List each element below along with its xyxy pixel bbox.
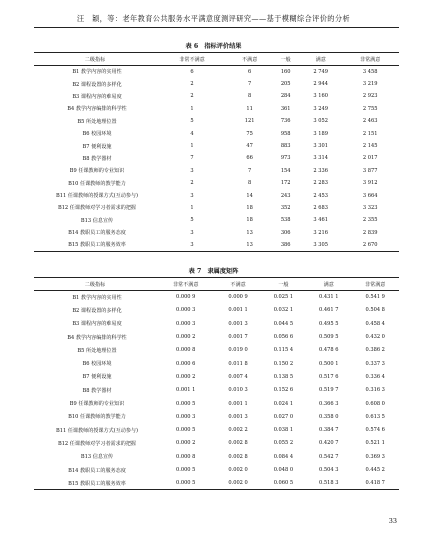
table-cell: 0.000 2 bbox=[175, 334, 196, 341]
table-cell: 0.495 5 bbox=[319, 320, 339, 327]
table-row bbox=[34, 127, 399, 139]
table-cell: 0.574 6 bbox=[365, 427, 385, 434]
table-cell: 0.000 9 bbox=[175, 294, 196, 301]
table-cell: 0.509 5 bbox=[319, 334, 339, 341]
table-cell: 0.369 3 bbox=[365, 453, 385, 460]
table-cell: 2 145 bbox=[362, 143, 378, 150]
table-row bbox=[34, 140, 399, 152]
table-cell: 0.002 0 bbox=[215, 477, 260, 490]
table-cell: 3 458 bbox=[362, 68, 378, 75]
table-row bbox=[34, 304, 399, 317]
table-cell: 7 bbox=[248, 81, 252, 88]
table-cell: 3 bbox=[156, 239, 228, 251]
table-cell: 0.500 1 bbox=[319, 360, 339, 367]
table-cell: 2 bbox=[190, 180, 194, 187]
table-cell: 0.002 8 bbox=[228, 440, 248, 447]
table-cell: 0.504 3 bbox=[319, 467, 339, 473]
table-row bbox=[34, 450, 399, 463]
table-cell: 0.504 8 bbox=[365, 307, 385, 314]
table-cell: 0.056 6 bbox=[273, 334, 294, 341]
table-cell: 0.001 1 bbox=[228, 400, 248, 407]
table-cell: 0.418 7 bbox=[351, 477, 399, 490]
indicator-label: B9 任课教师的专业知识 bbox=[69, 168, 125, 175]
table-row bbox=[34, 397, 399, 410]
table-cell: 883 bbox=[280, 143, 291, 150]
table-cell: 0.010 3 bbox=[228, 387, 248, 394]
running-header: 汪 颖，等：老年教育公共服务水平满意度测评研究——基于模糊综合评价的分析 bbox=[76, 14, 351, 23]
indicator-label: B1 教学内容的实用性 bbox=[72, 69, 122, 76]
table-cell: 13 bbox=[228, 239, 271, 251]
indicator-label: B2 课程设置的多样化 bbox=[72, 81, 122, 88]
indicator-label: B8 教学器材 bbox=[82, 155, 112, 162]
table-cell: 0.025 1 bbox=[273, 294, 294, 301]
table-cell: 0.000 5 bbox=[175, 427, 196, 434]
table-cell: 3 bbox=[190, 229, 194, 236]
table-cell: 66 bbox=[246, 155, 253, 162]
table-row bbox=[34, 214, 399, 226]
table7-membership-matrix bbox=[34, 277, 399, 490]
indicator-label: B13 信息宣传 bbox=[80, 454, 114, 461]
table-cell: 0.002 2 bbox=[228, 427, 248, 434]
table6-column-header: 不满意 bbox=[228, 53, 271, 66]
table-row bbox=[34, 410, 399, 423]
indicator-label: B6 校园环境 bbox=[82, 131, 112, 138]
table-row bbox=[34, 291, 399, 304]
table-cell: 3 249 bbox=[313, 105, 329, 112]
table-cell: 0.519 7 bbox=[319, 387, 339, 394]
header-rule bbox=[34, 27, 399, 28]
table-cell: 306 bbox=[280, 229, 291, 236]
table-cell: 0.001 3 bbox=[228, 413, 248, 420]
table-row bbox=[34, 115, 399, 127]
indicator-label: B10 任课教师的教学能力 bbox=[68, 180, 126, 187]
table-cell: 0.001 1 bbox=[228, 307, 248, 314]
table-row bbox=[34, 227, 399, 239]
table-cell: 2 355 bbox=[362, 217, 378, 224]
table-row bbox=[34, 202, 399, 214]
table7-column-header: 二级指标 bbox=[34, 278, 156, 291]
table-cell: 3 305 bbox=[300, 239, 341, 251]
table-cell: 4 bbox=[190, 130, 194, 137]
table7-column-header: 非常不满意 bbox=[156, 278, 215, 291]
table-row bbox=[34, 165, 399, 177]
table-cell: 0.000 9 bbox=[228, 294, 248, 301]
table-cell: 0.044 5 bbox=[273, 320, 294, 327]
indicator-label: B5 所处地理位置 bbox=[77, 118, 117, 125]
table-cell: 3 bbox=[190, 167, 194, 174]
table-cell: 14 bbox=[246, 192, 253, 199]
table-cell: 0.521 1 bbox=[365, 440, 385, 447]
table-cell: 121 bbox=[244, 118, 255, 125]
table-cell: 0.038 1 bbox=[273, 427, 294, 434]
table-cell: 3 216 bbox=[313, 229, 329, 236]
table7-column-header: 一般 bbox=[261, 278, 306, 291]
table-row bbox=[34, 423, 399, 436]
indicator-label: B12 任课教师对学习者需求的把握 bbox=[57, 205, 137, 212]
table-cell: 0.478 6 bbox=[319, 347, 339, 354]
table7-caption: 表 7 隶属度矩阵 bbox=[188, 268, 239, 275]
table-cell: 18 bbox=[246, 204, 253, 211]
table-cell: 3 301 bbox=[313, 143, 329, 150]
table-cell: 2 017 bbox=[362, 155, 378, 162]
indicator-label: B6 校园环境 bbox=[82, 361, 112, 368]
table-cell: 0.115 4 bbox=[273, 347, 294, 354]
indicator-label: B2 课程设置的多样化 bbox=[72, 307, 122, 314]
table-cell: 361 bbox=[280, 105, 291, 112]
table-cell: 0.001 7 bbox=[228, 334, 248, 341]
table-cell: 0.019 0 bbox=[228, 347, 248, 354]
indicator-label: B9 任课教师的专业知识 bbox=[69, 401, 125, 408]
table-cell: 0.150 2 bbox=[273, 360, 294, 367]
table7-column-header: 不满意 bbox=[215, 278, 260, 291]
table-cell: 0.517 6 bbox=[319, 373, 339, 380]
table-cell: 0.007 4 bbox=[228, 373, 248, 380]
table-cell: 2 336 bbox=[313, 167, 329, 174]
table-cell: 6 bbox=[248, 68, 252, 75]
table-cell: 5 bbox=[190, 217, 194, 224]
indicator-label: B7 便利设施 bbox=[82, 143, 112, 150]
table-cell: 3 912 bbox=[362, 180, 378, 187]
table6-header-row bbox=[34, 53, 399, 66]
table-cell: 0.608 0 bbox=[365, 400, 385, 407]
table-cell: 7 bbox=[190, 155, 194, 162]
table7-column-header: 满意 bbox=[306, 278, 351, 291]
table-cell: 0.000 2 bbox=[175, 440, 196, 447]
table-cell: 3 664 bbox=[362, 192, 378, 199]
table-cell: 2 683 bbox=[313, 204, 329, 211]
table-cell: 0.431 1 bbox=[319, 294, 339, 301]
table-cell: 3 314 bbox=[313, 155, 329, 162]
indicator-label: B8 教学器材 bbox=[82, 387, 112, 394]
indicator-label: B15 教职员工的服务效率 bbox=[34, 477, 156, 490]
table-row bbox=[34, 152, 399, 164]
table-row bbox=[34, 330, 399, 343]
table-cell: 0.432 0 bbox=[365, 334, 385, 341]
table-cell: 5 bbox=[190, 118, 194, 125]
table-cell: 0.001 3 bbox=[228, 320, 248, 327]
table-cell: 0.366 3 bbox=[319, 400, 339, 407]
table-row bbox=[34, 78, 399, 90]
table-cell: 0.420 7 bbox=[319, 440, 339, 447]
table-cell: 0.316 3 bbox=[365, 387, 385, 394]
table-cell: 0.000 5 bbox=[175, 467, 196, 473]
table-cell: 7 bbox=[248, 167, 252, 174]
table-cell: 75 bbox=[246, 130, 253, 137]
indicator-label: B14 教职员工的服务态度 bbox=[68, 467, 126, 474]
indicator-label: B3 课程内容的难易度 bbox=[72, 93, 122, 100]
table-cell: 0.000 5 bbox=[175, 400, 196, 407]
table-cell: 0.000 3 bbox=[175, 320, 196, 327]
table-row bbox=[34, 463, 399, 476]
table-cell: 2 283 bbox=[313, 180, 329, 187]
table-cell: 3 461 bbox=[313, 217, 329, 224]
table-cell: 0.138 5 bbox=[273, 373, 294, 380]
table6-column-header: 非常满意 bbox=[341, 53, 399, 66]
table-cell: 18 bbox=[246, 217, 253, 224]
table-cell: 2 755 bbox=[362, 105, 378, 112]
table-cell: 0.027 0 bbox=[273, 413, 294, 420]
table-cell: 3 bbox=[190, 192, 194, 199]
table-cell: 2 bbox=[190, 93, 194, 100]
indicator-label: B1 教学内容的实用性 bbox=[72, 294, 122, 301]
table-cell: 1 bbox=[190, 204, 194, 211]
table-cell: 0.032 1 bbox=[273, 307, 294, 314]
table-cell: 0.542 7 bbox=[319, 453, 339, 460]
table-cell: 3 219 bbox=[362, 81, 378, 88]
table-row bbox=[34, 239, 399, 251]
table-cell: 0.048 0 bbox=[273, 467, 294, 473]
table-cell: 172 bbox=[280, 180, 291, 187]
table-row bbox=[34, 344, 399, 357]
table-row bbox=[34, 437, 399, 450]
table-cell: 0.613 5 bbox=[365, 413, 385, 420]
table-cell: 0.001 1 bbox=[175, 387, 196, 394]
table-cell: 13 bbox=[246, 229, 253, 236]
indicator-label: B4 教学内容编排的科学性 bbox=[67, 106, 127, 113]
table-cell: 2 839 bbox=[362, 229, 378, 236]
table-cell: 3 189 bbox=[313, 130, 329, 137]
table-cell: 352 bbox=[280, 204, 291, 211]
table-cell: 0.384 7 bbox=[319, 427, 339, 434]
table-cell: 0.002 0 bbox=[228, 467, 248, 473]
table-row bbox=[34, 90, 399, 102]
table-cell: 2 463 bbox=[362, 118, 378, 125]
table-cell: 0.000 6 bbox=[175, 360, 196, 367]
table-cell: 11 bbox=[246, 105, 253, 112]
table-cell: 0.011 8 bbox=[228, 360, 248, 367]
table7-header-row bbox=[34, 278, 399, 291]
table-cell: 2 bbox=[190, 81, 194, 88]
table-cell: 538 bbox=[280, 217, 291, 224]
table6-caption: 表 6 指标评价结果 bbox=[185, 43, 242, 50]
indicator-label: B4 教学内容编排的科学性 bbox=[67, 334, 127, 341]
indicator-label: B14 教职员工的服务态度 bbox=[68, 230, 126, 237]
indicator-label: B11 任课教师的授课方式(互动参与) bbox=[55, 427, 139, 434]
table-cell: 0.000 2 bbox=[175, 373, 196, 380]
table6-column-header: 非常不满意 bbox=[156, 53, 228, 66]
table-cell: 8 bbox=[248, 180, 252, 187]
table-cell: 3 052 bbox=[313, 118, 329, 125]
table-cell: 0.336 4 bbox=[365, 373, 385, 380]
table-cell: 0.002 8 bbox=[228, 453, 248, 460]
table-cell: 0.541 9 bbox=[365, 294, 385, 301]
table-cell: 2 944 bbox=[313, 81, 329, 88]
table-cell: 0.024 1 bbox=[273, 400, 294, 407]
indicator-label: B3 课程内容的难易度 bbox=[72, 321, 122, 328]
table-cell: 0.337 3 bbox=[365, 360, 385, 367]
table6-column-header: 满意 bbox=[300, 53, 341, 66]
table-row bbox=[34, 66, 399, 78]
indicator-label: B11 任课教师的授课方式(互动参与) bbox=[55, 193, 139, 200]
table-cell: 3 323 bbox=[362, 204, 378, 211]
table-row bbox=[34, 103, 399, 115]
table-cell: 0.518 3 bbox=[306, 477, 351, 490]
table-cell: 0.458 4 bbox=[365, 320, 385, 327]
page-number: 33 bbox=[388, 517, 397, 525]
indicator-label: B15 教职员工的服务效率 bbox=[34, 239, 156, 251]
table-cell: 3 160 bbox=[313, 93, 329, 100]
indicator-label: B10 任课教师的教学能力 bbox=[68, 414, 126, 421]
indicator-label: B12 任课教师对学习者需求的把握 bbox=[57, 440, 137, 447]
table6-evaluation-results bbox=[34, 52, 399, 252]
table-cell: 0.000 3 bbox=[175, 413, 196, 420]
table-cell: 1 bbox=[190, 143, 194, 150]
table-cell: 205 bbox=[280, 81, 291, 88]
indicator-label: B13 信息宣传 bbox=[80, 217, 114, 224]
table-cell: 0.000 3 bbox=[175, 307, 196, 314]
table-row bbox=[34, 357, 399, 370]
table-cell: 0.445 2 bbox=[365, 467, 385, 473]
table-cell: 973 bbox=[280, 155, 291, 162]
table-row bbox=[34, 317, 399, 330]
table-cell: 736 bbox=[280, 118, 291, 125]
table-cell: 0.461 7 bbox=[319, 307, 339, 314]
table-row bbox=[34, 477, 399, 490]
table-cell: 1 bbox=[190, 105, 194, 112]
indicator-label: B5 所处地理位置 bbox=[77, 347, 117, 354]
table-cell: 284 bbox=[280, 93, 291, 100]
table-cell: 0.084 4 bbox=[273, 453, 294, 460]
table-cell: 160 bbox=[280, 68, 291, 75]
indicator-label: B7 便利设施 bbox=[82, 374, 112, 381]
table-cell: 2 453 bbox=[313, 192, 329, 199]
table-cell: 2 749 bbox=[313, 68, 329, 75]
table-cell: 8 bbox=[248, 93, 252, 100]
table-cell: 0.000 8 bbox=[175, 453, 196, 460]
table7-column-header: 非常满意 bbox=[351, 278, 399, 291]
table-cell: 6 bbox=[190, 68, 194, 75]
table-row bbox=[34, 177, 399, 189]
table-cell: 2 923 bbox=[362, 93, 378, 100]
table-cell: 0.000 8 bbox=[175, 347, 196, 354]
table-cell: 0.055 2 bbox=[273, 440, 294, 447]
table-row bbox=[34, 189, 399, 201]
table-cell: 0.386 2 bbox=[365, 347, 385, 354]
table-row bbox=[34, 370, 399, 383]
table-cell: 3 877 bbox=[362, 167, 378, 174]
table-cell: 958 bbox=[280, 130, 291, 137]
table-cell: 2 670 bbox=[341, 239, 399, 251]
table6-column-header: 二级指标 bbox=[34, 53, 156, 66]
table-cell: 47 bbox=[246, 143, 253, 150]
table-row bbox=[34, 384, 399, 397]
table-cell: 386 bbox=[271, 239, 300, 251]
table6-column-header: 一般 bbox=[271, 53, 300, 66]
table-cell: 2 151 bbox=[362, 130, 378, 137]
table-cell: 0.000 5 bbox=[156, 477, 215, 490]
table-cell: 154 bbox=[280, 167, 291, 174]
table-cell: 243 bbox=[280, 192, 291, 199]
table-cell: 0.152 6 bbox=[273, 387, 294, 394]
table-cell: 0.060 5 bbox=[261, 477, 306, 490]
table-cell: 0.358 0 bbox=[319, 413, 339, 420]
